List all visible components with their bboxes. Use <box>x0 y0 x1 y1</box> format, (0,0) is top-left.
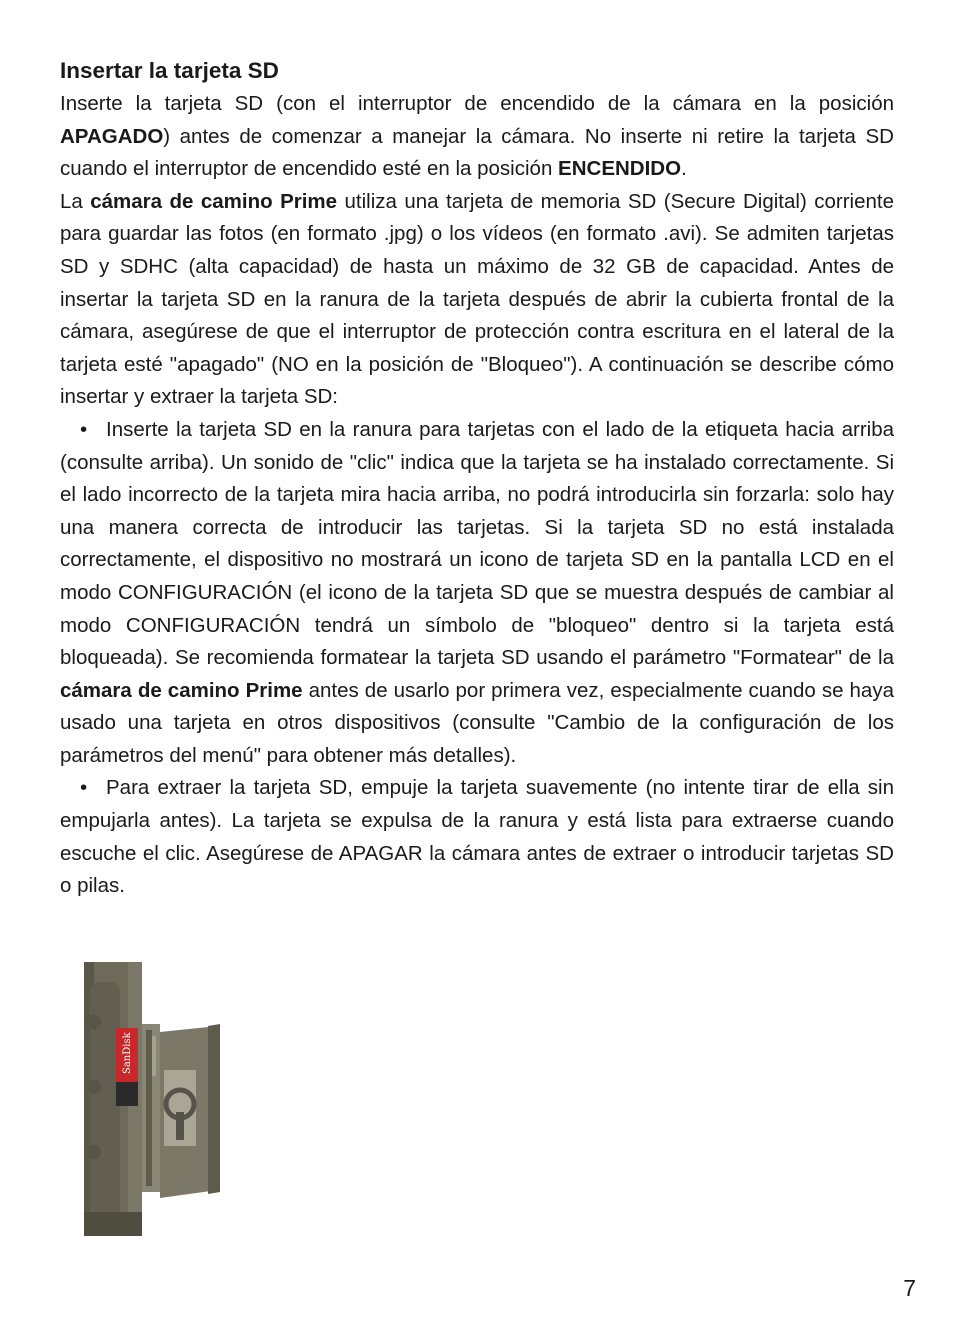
bold-apagado: APAGADO <box>60 124 164 148</box>
sd-card-dark-section <box>116 1082 138 1106</box>
bullet-insert: • Inserte la tarjeta SD en la ranura para tarjetas con el lado de la etiqueta hacia arriba (consulte arriba). Un sonido de "clic" indica que la tarjeta se ha instalado correctamente. Si el lado incorrecto de la tarjeta mira hacia arriba, no podrá introducirla sin forzarla: solo hay una manera correcta de introducir las tarjetas. Si la tarjeta SD no está instalada correctamente, el dispositivo no mostrará un icono de tarjeta SD en la pantalla LCD en el modo CONFIGURACIÓN (el icono de la tarjeta SD que se muestra después de cambiar al modo CONFIGURACIÓN tendrá un símbolo de "bloqueo" dentro si la tarjeta está bloqueada). Se recomienda formatear la tarjeta SD usando el parámetro "Formatear" de la cámara de camino Prime antes de usarlo por primera vez, especialmente cuando se haya usado una tarjeta en otros dispositivos (consulte "Cambio de la configuración de los parámetros del menú" para obtener más detalles). <box>60 414 894 773</box>
screw-hole <box>87 1080 101 1094</box>
intro-paragraph: Inserte la tarjeta SD (con el interruptor de encendido de la cámara en la posición APAGADO) antes de comenzar a manejar la cámara. No inserte ni retire la tarjeta SD cuando el interruptor de encendido esté en la posición ENCENDIDO. <box>60 92 894 181</box>
screw-hole <box>87 1015 101 1029</box>
page-number: 7 <box>903 1275 916 1301</box>
camera-sd-slot-illustration <box>84 962 220 1236</box>
description-paragraph: La cámara de camino Prime utiliza una tarjeta de memoria SD (Secure Digital) corriente para guardar las fotos (en formato .jpg) o los vídeos (en formato .avi). Se admiten tarjetas SD y SDHC (alta capacidad) de hasta un máximo de 32 GB de capacidad. Antes de insertar la tarjeta SD en la ranura de la tarjeta después de abrir la cubierta frontal de la cámara, asegúrese de que el interruptor de protección contra escritura en el lateral de la tarjeta esté "apagado" (NO en la posición de "Bloqueo"). A continuación se describe cómo insertar y extraer la tarjeta SD: <box>60 189 894 409</box>
bullet-marker: • <box>80 417 88 441</box>
cover-edge <box>208 1024 220 1194</box>
page-content <box>60 54 894 903</box>
bold-encendido: ENCENDIDO <box>558 157 682 181</box>
bullet-marker: • <box>80 776 88 800</box>
bullet-extract: • Para extraer la tarjeta SD, empuje la tarjeta suavemente (no intente tirar de ella sin empujarla antes). La tarjeta se expulsa de la ranura y está lista para extraerse cuando escuche el clic. Asegúrese de APAGAR la cámara antes de extraer o introducir tarjetas SD o pilas. <box>60 772 894 902</box>
hinge-highlight <box>152 1036 156 1076</box>
camera-shadow <box>84 1212 142 1236</box>
section-heading: Insertar la tarjeta SD <box>60 58 279 83</box>
screw-hole <box>87 1145 101 1159</box>
camera-sd-slot-photo <box>84 962 220 1236</box>
hinge-slot <box>146 1030 152 1186</box>
cover-latch-arm <box>176 1112 184 1140</box>
bold-product-name: cámara de camino Prime <box>60 678 303 702</box>
sd-card-brand: SanDisk <box>122 1032 133 1074</box>
bold-product-name: cámara de camino Prime <box>90 189 338 213</box>
